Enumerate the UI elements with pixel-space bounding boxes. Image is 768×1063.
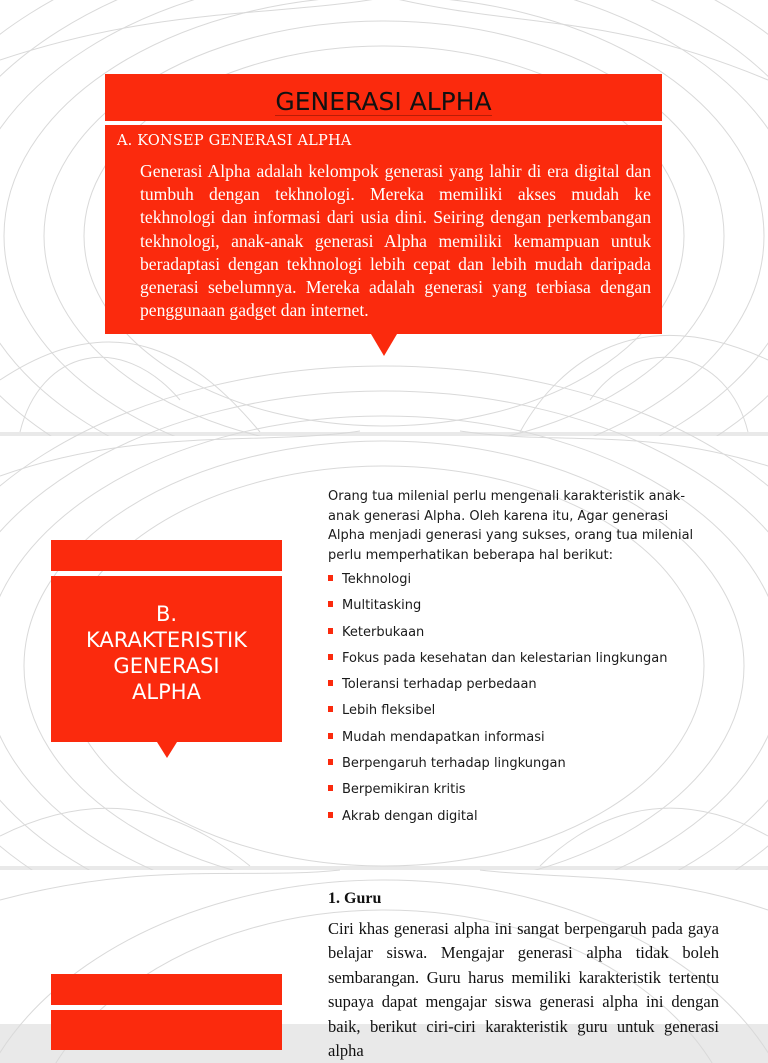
bullet-icon (328, 759, 333, 765)
list-item-text: Berpemikiran kritis (342, 782, 466, 798)
bullet-icon (328, 628, 333, 634)
concept-box (105, 125, 662, 334)
bullet-icon (328, 785, 333, 791)
list-item (328, 807, 667, 833)
concept-subheading: A. KONSEP GENERASI ALPHA (117, 133, 352, 149)
section-b-title-line-4: ALPHA (132, 680, 201, 704)
list-item (328, 570, 667, 596)
slide-title (105, 86, 662, 118)
section-b-bar (51, 540, 282, 571)
characteristics-list (328, 570, 667, 833)
list-item (328, 649, 667, 675)
slide-title-text: GENERASI ALPHA (275, 87, 492, 116)
list-item (328, 701, 667, 727)
guru-paragraph: Ciri khas generasi alpha ini sangat berpengaruh pada gaya belajar siswa. Mengajar generasi alpha tidak boleh sembarangan. Guru harus memiliki karakteristik tertentu supaya dapat mengajar siswa generasi alpha ini dengan baik, berikut ciri-ciri karakteristik guru untuk generasi alpha (328, 919, 719, 1061)
list-item (328, 754, 667, 780)
slide-2 (0, 436, 768, 866)
section-c-bar (51, 974, 282, 1005)
section-b-title-line-3: GENERASI (113, 654, 220, 678)
list-item-text: Toleransi terhadap perbedaan (342, 677, 537, 693)
list-item (328, 728, 667, 754)
section-b-title (51, 601, 282, 705)
list-item-text: Lebih fleksibel (342, 703, 436, 719)
list-item (328, 675, 667, 701)
bullet-icon (328, 733, 333, 739)
bullet-icon (328, 706, 333, 712)
guru-heading: 1. Guru (328, 890, 382, 907)
bullet-icon (328, 601, 333, 607)
bullet-icon (328, 680, 333, 686)
list-item-text: Berpengaruh terhadap lingkungan (342, 756, 566, 772)
bullet-icon (328, 654, 333, 660)
list-item-text: Mudah mendapatkan informasi (342, 729, 545, 745)
list-item (328, 596, 667, 622)
characteristics-intro: Orang tua milenial perlu mengenali karakteristik anak-anak generasi Alpha. Oleh karena itu, Agar generasi Alpha menjadi generasi yang sukses, orang tua milenial perlu memperhatikan beberapa hal berikut: (328, 489, 694, 563)
section-b-title-line-2: KARAKTERISTIK (85, 628, 248, 652)
list-item (328, 623, 667, 649)
list-item-text: Tekhnologi (342, 572, 412, 587)
section-b-title-line-1: B. (155, 602, 178, 626)
list-item-text: Akrab dengan digital (342, 808, 478, 824)
slide-1 (0, 0, 768, 432)
list-item-text: Keterbukaan (342, 624, 425, 640)
concept-box-pointer (371, 334, 397, 356)
section-c-title-box (51, 1010, 282, 1050)
bullet-icon (328, 575, 333, 581)
section-b-pointer (157, 742, 177, 758)
list-item-text: Multitasking (342, 598, 422, 614)
concept-paragraph: Generasi Alpha adalah kelompok generasi yang lahir di era digital dan tumbuh dengan tekhnologi. Mereka memiliki akses mudah ke tekhnologi dan informasi dari usia dini. Seiring dengan perkembangan tekhnologi, anak-anak generasi Alpha memiliki kemampuan untuk beradaptasi dengan tekhnologi lebih cepat dan lebih mudah daripada generasi sebelumnya. Mereka adalah generasi yang terbiasa dengan penggunaan gadget dan internet. (140, 161, 651, 321)
section-b-title-box (51, 576, 282, 742)
slide-3 (0, 870, 768, 1061)
list-item-text: Fokus pada kesehatan dan kelestarian lingkungan (342, 650, 668, 666)
bullet-icon (328, 812, 333, 818)
list-item (328, 780, 667, 806)
